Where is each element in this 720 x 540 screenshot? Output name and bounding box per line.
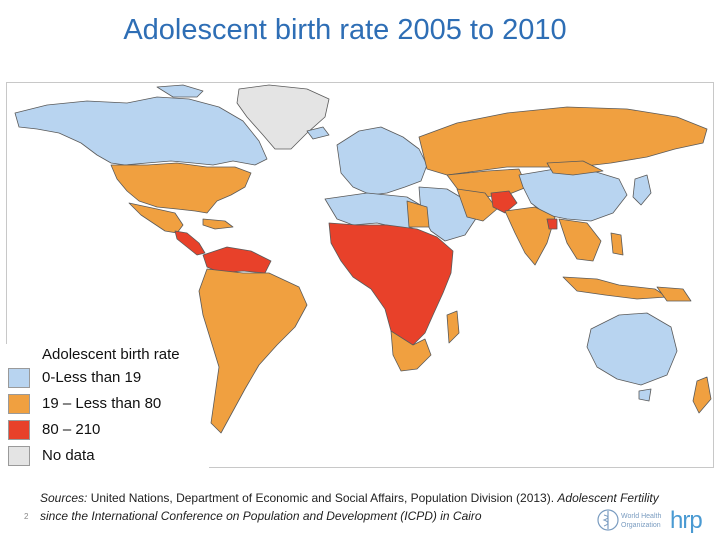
legend-label-nodata: No data [42, 447, 95, 464]
sources-text: United Nations, Department of Economic and Social Affairs, Population Division (2013). [87, 491, 558, 505]
region-europe [337, 127, 427, 195]
legend-label-low: 0-Less than 19 [42, 369, 142, 386]
sources-citation [40, 489, 660, 525]
legend-label-high: 80 – 210 [42, 421, 101, 438]
region-japan [633, 175, 651, 205]
legend-swatch-nodata [8, 446, 30, 466]
legend-title: Adolescent birth rate [42, 346, 180, 363]
who-emblem-icon [596, 506, 666, 534]
region-tasmania [639, 389, 651, 401]
region-new-zealand [693, 377, 711, 413]
who-logo-line2: Organization [621, 522, 661, 529]
legend-swatch-mid [8, 394, 30, 414]
region-philippines [611, 233, 623, 255]
region-southeast-asia [559, 219, 601, 261]
legend-item-mid [8, 392, 208, 416]
slide-title: Adolescent birth rate 2005 to 2010 [123, 14, 567, 46]
region-caribbean [203, 219, 233, 229]
region-south-asia [505, 207, 555, 265]
who-logo [596, 506, 666, 534]
region-papua [657, 287, 691, 301]
sources-label: Sources: [40, 491, 88, 505]
region-canada [15, 97, 267, 165]
legend-swatch-low [8, 368, 30, 388]
legend-item-high [8, 418, 208, 442]
who-logo-line1: World Health [621, 513, 662, 520]
region-madagascar [447, 311, 459, 343]
region-central-america [175, 231, 205, 255]
legend-item-low [8, 366, 208, 390]
region-bangladesh [547, 219, 557, 229]
legend-label-mid: 19 – Less than 80 [42, 395, 162, 412]
region-sub-saharan-africa [329, 223, 453, 345]
region-australia [587, 313, 677, 385]
hrp-logo: hrp [670, 507, 702, 534]
region-indonesia [563, 277, 667, 299]
legend-item-nodata [8, 444, 208, 468]
region-south-america [199, 269, 307, 433]
map-legend [4, 344, 209, 468]
region-south-america-north [203, 247, 271, 273]
region-arctic-islands [157, 85, 203, 97]
legend-swatch-high [8, 420, 30, 440]
slide-number: 2 [24, 512, 29, 521]
sources-publication: Adolescent Fertility since the International Conference on Population and Development (ICPD) in Cairo [40, 491, 659, 523]
